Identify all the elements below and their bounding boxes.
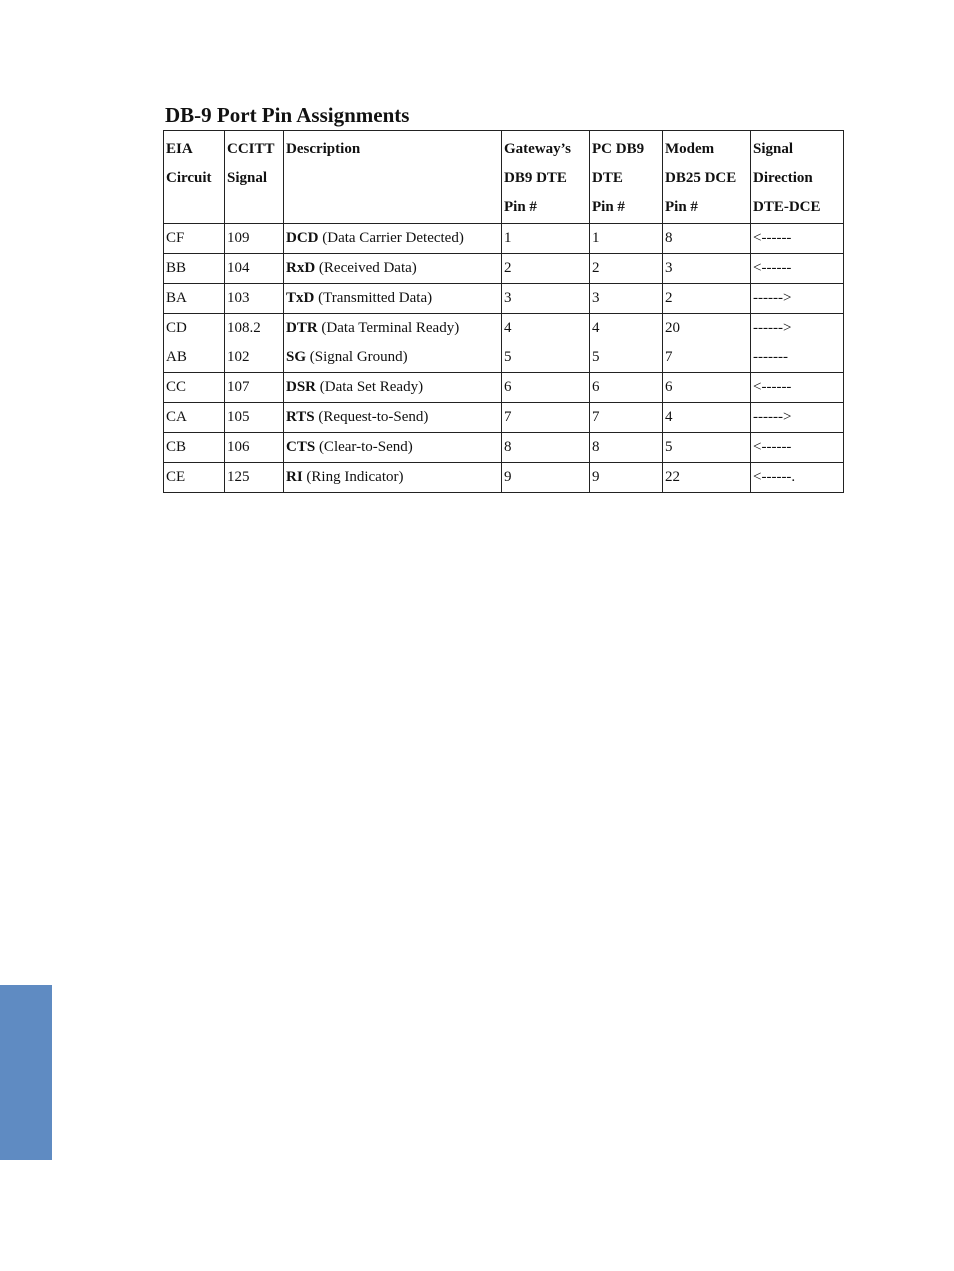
- direction-cell: ------>: [751, 314, 844, 344]
- ccitt-cell: 105: [225, 403, 284, 433]
- description-cell: [284, 373, 502, 403]
- header-eia-circuit: EIA Circuit: [164, 131, 225, 224]
- modem-pin-cell: 22: [663, 463, 751, 493]
- signal-desc: (Request-to-Send): [314, 409, 429, 425]
- direction-cell: -------: [751, 343, 844, 373]
- eia-cell: CB: [164, 433, 225, 463]
- table-row: [164, 314, 844, 344]
- description-cell: [284, 224, 502, 254]
- description-cell: [284, 343, 502, 373]
- description-cell: [284, 403, 502, 433]
- ccitt-cell: 125: [225, 463, 284, 493]
- signal-abbr: DTR: [286, 320, 318, 336]
- table-row: [164, 224, 844, 254]
- signal-abbr: DCD: [286, 230, 319, 246]
- signal-desc: (Data Set Ready): [316, 379, 424, 395]
- eia-cell: BB: [164, 254, 225, 284]
- pc-pin-cell: 2: [590, 254, 663, 284]
- modem-pin-cell: 8: [663, 224, 751, 254]
- table-row: [164, 343, 844, 373]
- gateway-pin-cell: 1: [502, 224, 590, 254]
- gateway-pin-cell: 5: [502, 343, 590, 373]
- gateway-pin-cell: 2: [502, 254, 590, 284]
- eia-cell: CC: [164, 373, 225, 403]
- sidebar-tab-marker: [0, 985, 52, 1160]
- eia-cell: CF: [164, 224, 225, 254]
- direction-cell: <------: [751, 224, 844, 254]
- modem-pin-cell: 7: [663, 343, 751, 373]
- direction-cell: <------: [751, 373, 844, 403]
- direction-cell: <------.: [751, 463, 844, 493]
- direction-cell: ------>: [751, 403, 844, 433]
- header-modem-pin: Modem DB25 DCE Pin #: [663, 131, 751, 224]
- direction-cell: ------>: [751, 284, 844, 314]
- signal-abbr: RI: [286, 469, 303, 485]
- signal-desc: (Clear-to-Send): [315, 439, 413, 455]
- signal-abbr: RxD: [286, 260, 316, 276]
- header-ccitt-signal: CCITT Signal: [225, 131, 284, 224]
- eia-cell: AB: [164, 343, 225, 373]
- pc-pin-cell: 9: [590, 463, 663, 493]
- signal-desc: (Received Data): [315, 260, 417, 276]
- gateway-pin-cell: 6: [502, 373, 590, 403]
- modem-pin-cell: 20: [663, 314, 751, 344]
- pc-pin-cell: 3: [590, 284, 663, 314]
- eia-cell: CE: [164, 463, 225, 493]
- table-header-row: [164, 131, 844, 224]
- signal-abbr: CTS: [286, 439, 316, 455]
- pc-pin-cell: 6: [590, 373, 663, 403]
- ccitt-cell: 108.2: [225, 314, 284, 344]
- gateway-pin-cell: 8: [502, 433, 590, 463]
- gateway-pin-cell: 4: [502, 314, 590, 344]
- table-row: [164, 284, 844, 314]
- pc-pin-cell: 4: [590, 314, 663, 344]
- signal-abbr: RTS: [286, 409, 315, 425]
- pc-pin-cell: 5: [590, 343, 663, 373]
- eia-cell: CD: [164, 314, 225, 344]
- header-signal-direction: Signal Direction DTE-DCE: [751, 131, 844, 224]
- table-row: [164, 254, 844, 284]
- modem-pin-cell: 6: [663, 373, 751, 403]
- modem-pin-cell: 3: [663, 254, 751, 284]
- ccitt-cell: 104: [225, 254, 284, 284]
- signal-desc: (Data Terminal Ready): [317, 320, 460, 336]
- pc-pin-cell: 8: [590, 433, 663, 463]
- header-pc-pin: PC DB9 DTE Pin #: [590, 131, 663, 224]
- gateway-pin-cell: 3: [502, 284, 590, 314]
- modem-pin-cell: 5: [663, 433, 751, 463]
- ccitt-cell: 102: [225, 343, 284, 373]
- direction-cell: <------: [751, 433, 844, 463]
- ccitt-cell: 106: [225, 433, 284, 463]
- signal-desc: (Transmitted Data): [314, 290, 433, 306]
- ccitt-cell: 109: [225, 224, 284, 254]
- page-title: DB-9 Port Pin Assignments: [165, 103, 410, 127]
- table-row: [164, 373, 844, 403]
- description-cell: [284, 284, 502, 314]
- table-row: [164, 403, 844, 433]
- gateway-pin-cell: 7: [502, 403, 590, 433]
- pc-pin-cell: 7: [590, 403, 663, 433]
- description-cell: [284, 254, 502, 284]
- gateway-pin-cell: 9: [502, 463, 590, 493]
- header-description: Description: [284, 131, 502, 224]
- ccitt-cell: 107: [225, 373, 284, 403]
- eia-cell: BA: [164, 284, 225, 314]
- pin-assignment-table: [163, 130, 844, 493]
- eia-cell: CA: [164, 403, 225, 433]
- description-cell: [284, 433, 502, 463]
- pc-pin-cell: 1: [590, 224, 663, 254]
- modem-pin-cell: 4: [663, 403, 751, 433]
- header-gateway-pin: Gateway’s DB9 DTE Pin #: [502, 131, 590, 224]
- modem-pin-cell: 2: [663, 284, 751, 314]
- signal-desc: (Signal Ground): [306, 349, 408, 365]
- signal-desc: (Data Carrier Detected): [318, 230, 464, 246]
- signal-abbr: SG: [286, 349, 307, 365]
- signal-abbr: DSR: [286, 379, 317, 395]
- description-cell: [284, 463, 502, 493]
- table-row: [164, 433, 844, 463]
- signal-abbr: TxD: [286, 290, 315, 306]
- signal-desc: (Ring Indicator): [302, 469, 404, 485]
- table-row: [164, 463, 844, 493]
- description-cell: [284, 314, 502, 344]
- direction-cell: <------: [751, 254, 844, 284]
- ccitt-cell: 103: [225, 284, 284, 314]
